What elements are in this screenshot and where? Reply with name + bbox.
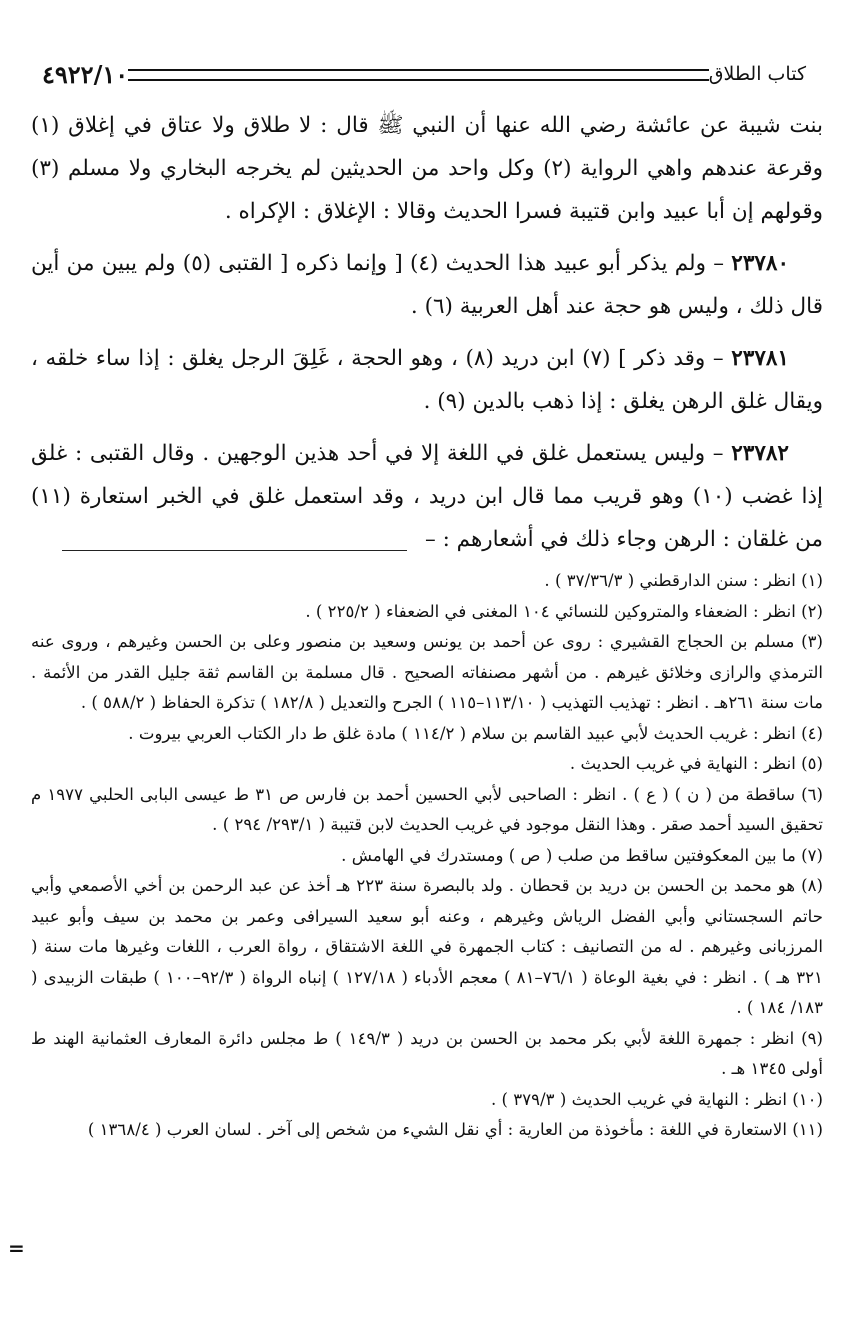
footnote: (٧) ما بين المعكوفتين ساقط من صلب ( ص ) ومستدرك في الهامش . <box>341 845 823 865</box>
book-title: كتاب الطلاق <box>708 63 806 85</box>
footnote: (٥) انظر : النهاية في غريب الحديث . <box>569 754 823 773</box>
footnote: (١١) الاستعارة في اللغة : مأخوذة من العارية : أي نقل الشيء من شخص إلى آخر . لسان العرب ( ١٣٦٨/٤ ) <box>87 1120 823 1139</box>
continuation-mark: = <box>8 1236 25 1260</box>
footnote: (٢) انظر : الضعفاء والمتروكين للنسائي ١٠٤ المغنى في الضعفاء ( ٢٢٥/٢ ) . <box>305 601 823 621</box>
footnote: (١) انظر : سنن الدارقطني ( ٣٧/٣٦/٣ ) . <box>544 571 823 590</box>
footnote-separator <box>62 550 407 551</box>
footnote: (٨) هو محمد بن الحسن بن دريد بن قحطان . ولد بالبصرة سنة ٢٢٣ هـ أخذ عن عبد الرحمن بن أخي الأصمعي وأبي حاتم السجستاني وأبي الفضل الرياش وغيرهم ، وعنه أبو سعيد السيرافى وعمر بن محمد بن سيف وأبو عبيد المرزبانى وغيرهم . له من التصانيف : كتاب الجمهرة في اللغة الاشتقاق ، رواة العرب ، اللغات وغيرها مات سنة ( ٣٢١ هـ ) . انظر : في بغية الوعاة ( ٧٦/١–٨١ ) معجم الأدباء ( ١٢٧/١٨ ) إنباه الرواة ( ٩٢/٣–١٠٠ ) طبقات الزبيدى ( ١٨٣/ ١٨٤ ) . <box>31 876 824 1017</box>
footnote: (٩) انظر : جمهرة اللغة لأبي بكر محمد بن الحسن بن دريد ( ١٤٩/٣ ) ط مجلس دائرة المعارف العثمانية الهند ط أولى ١٣٤٥ هـ . <box>31 1028 823 1078</box>
footnote: (٣) مسلم بن الحجاج القشيري : روى عن أحمد بن يونس وسعيد بن منصور وعلى بن الحسن وغيرهم ، وروى عنه الترمذي والرازى وخلائق غيرهم . من أشهر مصنفاته الصحيح . قال مسلمة بن القاسم ثقة جليل القدر من الأئمة . مات سنة ٢٦١هـ . انظر : تهذيب التهذيب ( ١١٣/١٠–١١٥ ) الجرح والتعديل ( ١٨٢/٨ ) تذكرة الحفاظ ( ٥٨٨/٢ ) . <box>31 632 823 712</box>
footnotes <box>31 566 823 1146</box>
header-rule <box>128 69 709 81</box>
paragraph <box>31 242 823 328</box>
paragraph <box>31 432 823 561</box>
paragraph-number: ٢٣٧٨٢ <box>731 441 789 466</box>
paragraph-text: بنت شيبة عن عائشة رضي الله عنها أن النبي ﷺ قال : لا طلاق ولا عتاق في إغلاق (١) وقرعة عندهم واهي الرواية (٢) وكل واحد من الحديثين لم يخرجه البخاري ولا مسلم (٣) وقولهم إن أبا عبيد وابن قتيبة فسرا الحديث وقالا : الإغلاق : الإكراه . <box>31 113 823 224</box>
paragraph-text: – ولم يذكر أبو عبيد هذا الحديث (٤) [ وإنما ذكره [ القتبى (٥) ولم يبين من أين قال ذلك ، وليس هو حجة عند أهل العربية (٦) . <box>31 251 823 319</box>
footnote: (١٠) انظر : النهاية في غريب الحديث ( ٣٧٩/٣ ) . <box>490 1089 823 1109</box>
paragraph-number: ٢٣٧٨٠ <box>731 251 790 276</box>
footnote: (٤) انظر : غريب الحديث لأبي عبيد القاسم بن سلام ( ١١٤/٢ ) مادة غلق ط دار الكتاب العربي بيروت . <box>128 723 823 743</box>
page-number: ٤٩٢٢/١٠ <box>42 59 129 89</box>
paragraph <box>31 337 823 423</box>
running-header <box>32 54 816 94</box>
paragraph-text: – وليس يستعمل غلق في اللغة إلا في أحد هذين الوجهين . وقال القتبى : غلق إذا غضب (١٠) وهو قريب مما قال ابن دريد ، وقد استعمل غلق في الخبر استعارة (١١) من غلقان : الرهن وجاء ذلك في أشعارهم : – <box>31 441 824 552</box>
paragraph-text: – وقد ذكر ] (٧) ابن دريد (٨) ، وهو الحجة ، غَلِقَ الرجل يغلق : إذا ساء خلقه ، ويقال غلق الرهن يغلق : إذا ذهب بالدين (٩) . <box>31 346 823 414</box>
main-text <box>31 104 823 561</box>
paragraph-number: ٢٣٧٨١ <box>731 346 789 371</box>
footnote: (٦) ساقطة من ( ن ) ( ع ) . انظر : الصاحبى لأبي الحسين أحمد بن فارس ص ٣١ ط عيسى البابى الحلبي ١٩٧٧ م تحقيق السيد أحمد صقر . وهذا النقل موجود في غريب الحديث لابن قتيبة ( ٢٩٣/١/ ٢٩٤ ) . <box>31 784 823 834</box>
paragraph <box>31 104 823 233</box>
